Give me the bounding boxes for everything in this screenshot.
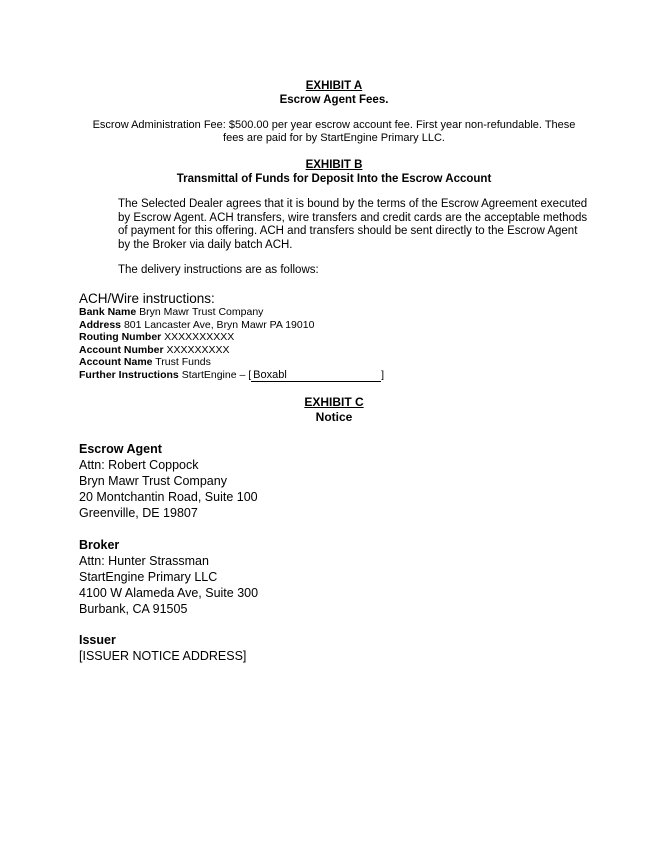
escrow-agent-heading: Escrow Agent: [79, 442, 162, 456]
account-number-row: [79, 344, 384, 357]
exhibit-b-title: EXHIBIT B: [305, 159, 363, 171]
exhibit-a-subtitle: Escrow Agent Fees.: [279, 94, 389, 106]
issuer-block: [79, 632, 246, 664]
exhibit-c-title: EXHIBIT C: [304, 395, 364, 409]
exhibit-c-subtitle: Notice: [315, 410, 353, 424]
dealer-agreement-paragraph: [118, 198, 587, 252]
fee-line-1: Escrow Administration Fee: $500.00 per year escrow account fee. First year non-refundable. These: [92, 119, 576, 131]
paragraph-line: of payment for this offering. ACH and transfers should be sent directly to the Escrow Agent: [118, 225, 578, 237]
routing-row: [79, 331, 384, 344]
address-value: 801 Lancaster Ave, Bryn Mawr PA 19010: [123, 318, 315, 331]
paragraph-line: The Selected Dealer agrees that it is bound by the terms of the Escrow Agreement executed: [118, 198, 588, 210]
address-label: Address: [79, 318, 122, 331]
issuer-name-field[interactable]: Boxabl: [251, 369, 381, 382]
further-instructions-label: Further Instructions: [79, 368, 179, 381]
bank-name-label: Bank Name: [79, 306, 137, 318]
further-instructions-prefix: StartEngine – [: [181, 368, 252, 381]
broker-line: 4100 W Alameda Ave, Suite 300: [79, 586, 259, 600]
escrow-agent-line: 20 Montchantin Road, Suite 100: [79, 490, 258, 504]
account-name-row: [79, 356, 384, 369]
broker-line: Burbank, CA 91505: [79, 602, 188, 616]
broker-line: StartEngine Primary LLC: [79, 570, 218, 584]
broker-line: Attn: Hunter Strassman: [79, 554, 209, 568]
issuer-line: [ISSUER NOTICE ADDRESS]: [79, 649, 247, 663]
further-instructions-row: [79, 369, 384, 382]
ach-heading: ACH/Wire instructions:: [79, 291, 215, 306]
routing-label: Routing Number: [79, 331, 162, 344]
broker-heading: Broker: [79, 538, 120, 552]
routing-value: XXXXXXXXXX: [164, 331, 235, 344]
escrow-agent-line: Attn: Robert Coppock: [79, 458, 199, 472]
bank-name-row: [79, 306, 384, 319]
paragraph-line: by the Broker via daily batch ACH.: [118, 238, 293, 251]
address-row: [79, 319, 384, 332]
escrow-agent-line: Bryn Mawr Trust Company: [79, 474, 227, 488]
exhibit-b-subtitle: Transmittal of Funds for Deposit Into the Escrow Account: [176, 173, 492, 185]
account-number-label: Account Number: [79, 343, 164, 356]
account-name-label: Account Name: [79, 356, 153, 369]
exhibit-a-title: EXHIBIT A: [305, 80, 363, 92]
escrow-agent-line: Greenville, DE 19807: [79, 506, 198, 520]
further-instructions-suffix: ]: [381, 368, 385, 381]
broker-block: [79, 537, 258, 617]
account-number-value: XXXXXXXXX: [166, 343, 230, 356]
account-name-value: Trust Funds: [155, 356, 211, 369]
fee-line-2: fees are paid for by StartEngine Primary LLC.: [223, 132, 445, 144]
ach-instructions: [79, 306, 384, 382]
delivery-instructions-intro: The delivery instructions are as follows:: [118, 264, 319, 276]
escrow-agent-block: [79, 441, 258, 521]
bank-name-value: Bryn Mawr Trust Company: [139, 306, 264, 318]
issuer-heading: Issuer: [79, 633, 116, 647]
paragraph-line: by Escrow Agent. ACH transfers, wire transfers and credit cards are the acceptable methods: [118, 211, 588, 224]
